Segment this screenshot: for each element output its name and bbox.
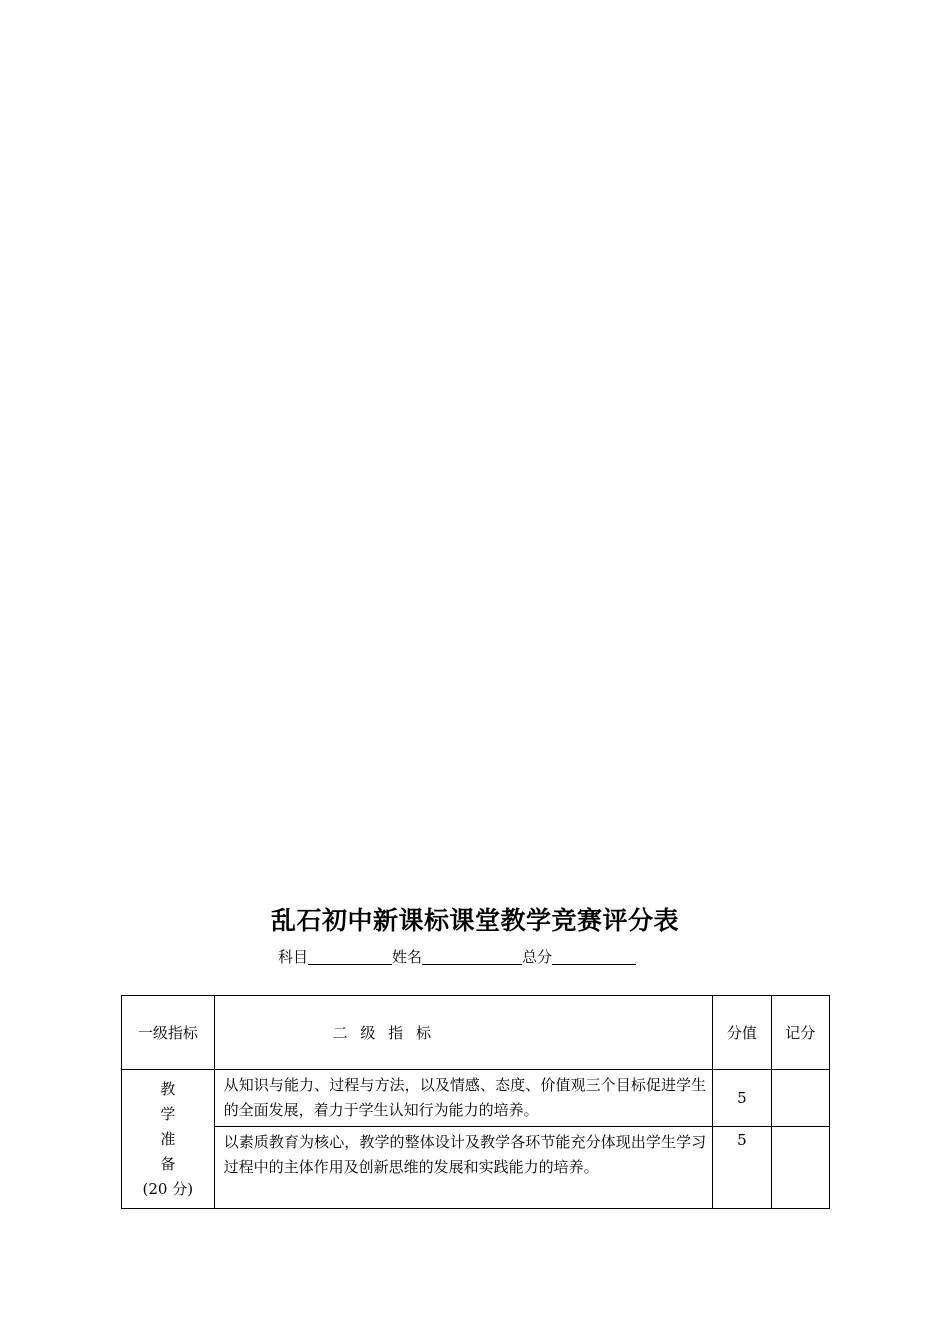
header-level2: 二 级 指 标 (214, 996, 713, 1070)
header-score-given: 记分 (771, 996, 829, 1070)
score-table (121, 995, 830, 1209)
name-blank (422, 948, 522, 965)
row-description: 以素质教育为核心，教学的整体设计及教学各环节能充分体现出学生学习过程中的主体作用及创新思维的发展和实践能力的培养。 (214, 1127, 713, 1209)
row-description: 从知识与能力、过程与方法，以及情感、态度、价值观三个目标促进学生的全面发展，着力于学生认知行为能力的培养。 (214, 1070, 713, 1127)
category-cell (122, 1070, 215, 1209)
meta-line (278, 946, 636, 968)
header-level1: 一级指标 (122, 996, 215, 1070)
category-char: 备 (160, 1154, 176, 1173)
document-title: 乱石初中新课标课堂教学竞赛评分表 (270, 906, 679, 935)
row-value: 5 (713, 1070, 771, 1127)
total-blank (552, 948, 636, 965)
row-value: 5 (713, 1127, 771, 1209)
table-header-row (122, 996, 830, 1070)
name-label: 姓名 (392, 948, 423, 966)
category-char: 准 (160, 1129, 176, 1148)
subject-blank (308, 948, 392, 965)
subject-label: 科目 (278, 948, 309, 966)
table-row (122, 1070, 830, 1127)
total-label: 总分 (522, 948, 553, 966)
category-char: 教 (160, 1079, 176, 1098)
category-char: 学 (160, 1104, 176, 1123)
row-score-cell[interactable] (771, 1070, 829, 1127)
category-points: (20 分) (142, 1179, 194, 1198)
row-score-cell[interactable] (771, 1127, 829, 1209)
header-score-value: 分值 (713, 996, 771, 1070)
table-row (122, 1127, 830, 1209)
